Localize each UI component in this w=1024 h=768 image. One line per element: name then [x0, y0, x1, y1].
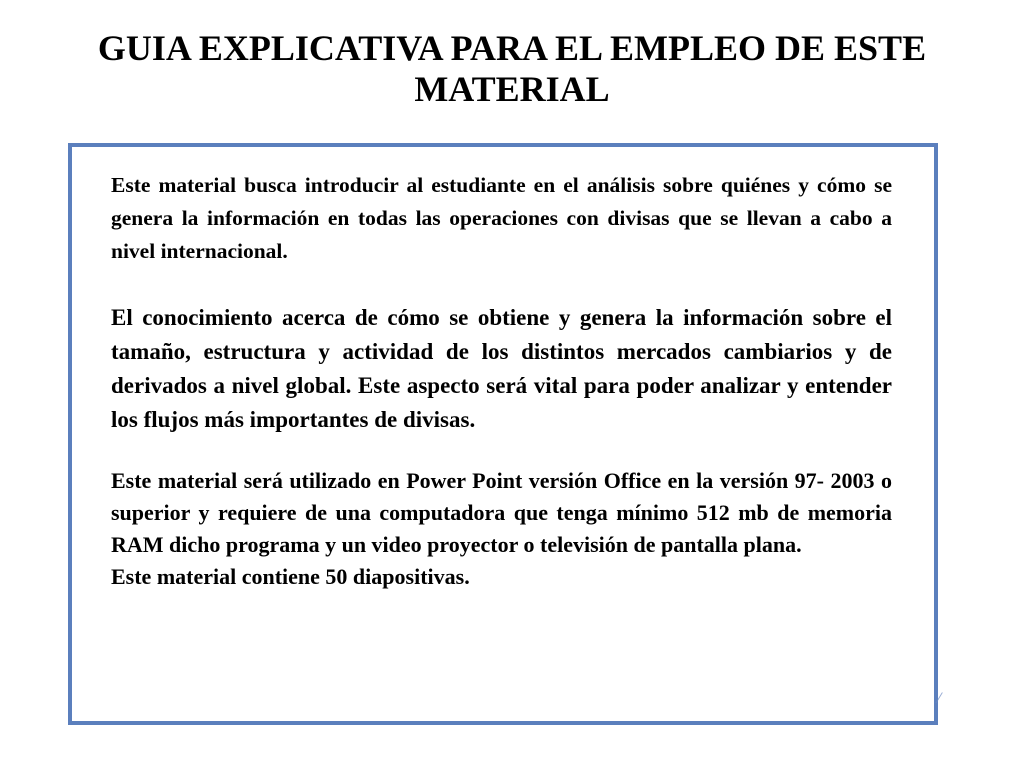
paragraph-knowledge: El conocimiento acerca de cómo se obtiene y genera la información sobre el tamaño, estructura y actividad de los distintos mercados cambiarios y de derivados a nivel global. Este aspecto será vital para poder analizar y entender los flujos más importantes de divisas.	[111, 305, 892, 432]
content-box	[68, 143, 938, 725]
content-text	[111, 169, 892, 593]
paragraph-intro: Este material busca introducir al estudiante en el análisis sobre quiénes y cómo se genera la información en todas las operaciones con divisas que se llevan a cabo a nivel internacional.	[111, 173, 892, 263]
slide-title: GUIA EXPLICATIVA PARA EL EMPLEO DE ESTE MATERIAL	[97, 28, 927, 109]
corner-mark-icon: ⁄	[938, 691, 941, 707]
paragraph-slide-count: Este material contiene 50 diapositivas.	[111, 564, 470, 589]
paragraph-requirements: Este material será utilizado en Power Point versión Office en la versión 97- 2003 o superior y requiere de una computadora que tenga mínimo 512 mb de memoria RAM dicho programa y un video proyector o televisión de pantalla plana.	[111, 468, 892, 557]
